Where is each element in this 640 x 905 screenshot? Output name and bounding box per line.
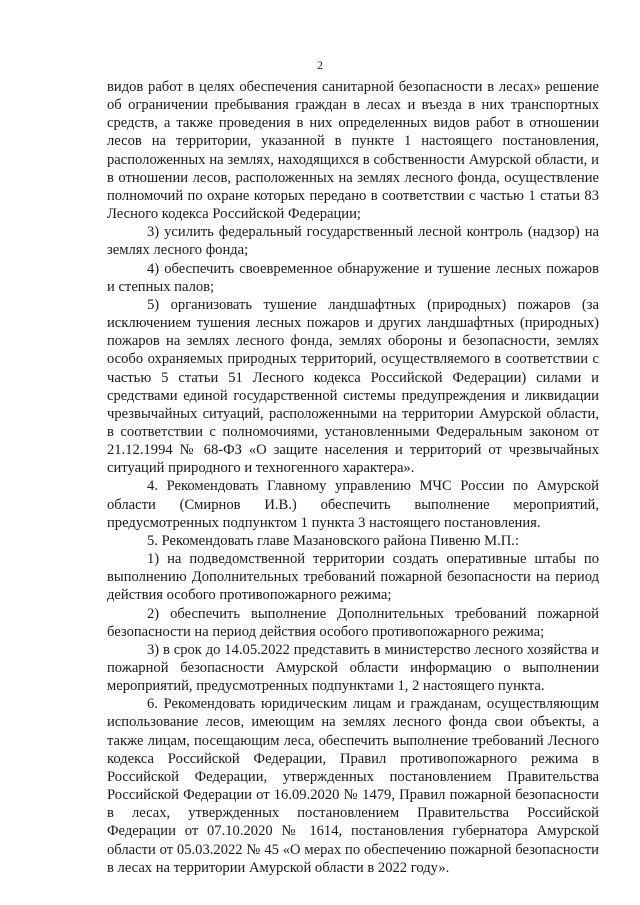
document-body xyxy=(107,78,599,877)
page-number: 2 xyxy=(317,58,323,72)
paragraph-subitem-3-report-deadline: 3) в срок до 14.05.2022 представить в министерство лесного хозяйства и пожарной безопасности Амурской области информацию о выполнении мероприятий, предусмотренных подпунктами 1, 2 настоящего пункта. xyxy=(107,641,599,695)
paragraph-point-5-district-head: 5. Рекомендовать главе Мазановского района Пивеню М.П.: xyxy=(147,532,519,549)
paragraph-continuation: видов работ в целях обеспечения санитарной безопасности в лесах» решение об ограничении пребывания граждан в лесах и въезда в них транспортных средств, а также проведения в них определенных видов работ в отношении лесов на территории, указанной в пункте 1 настоящего постановления, расположенных на землях, находящихся в собственности Амурской области, и в отношении лесов, расположенных на землях лесного фонда, осуществление полномочий по охране которых передано в соответствии с частью 1 статьи 83 Лесного кодекса Российской Федерации; xyxy=(107,79,599,223)
paragraph-subitem-2-requirements: 2) обеспечить выполнение Дополнительных требований пожарной безопасности на период действия особого противопожарного режима; xyxy=(107,605,599,640)
paragraph-item-3-forest-control: 3) усилить федеральный государственный лесной контроль (надзор) на землях лесного фонда; xyxy=(107,224,599,259)
paragraph-point-6-legal-entities: 6. Рекомендовать юридическим лицам и гражданам, осуществляющим использование лесов, имеющим на землях лесного фонда свои объекты, а также лицам, посещающим леса, обеспечить выполнение требований Лесного кодекса Российской Федерации, Правил противопожарного режима в Российской Федерации, утвержденных постановлением Правительства Российской Федерации от 16.09.2020 № 1479, Правил пожарной безопасности в лесах, утвержденных постановлением Правительства Российской Федерации от 07.10.2020 № 1614, постановления губернатора Амурской области от 05.03.2022 № 45 «О мерах по обеспечению пожарной безопасности в лесах на территории Амурской области в 2022 году». xyxy=(107,696,599,876)
paragraph-point-4-mchs: 4. Рекомендовать Главному управлению МЧС России по Амурской области (Смирнов И.В.) обеспечить выполнение мероприятий, предусмотренных подпунктом 1 пункта 3 настоящего постановления. xyxy=(107,478,599,531)
paragraph-item-4-fire-detection: 4) обеспечить своевременное обнаружение и тушение лесных пожаров и степных палов; xyxy=(107,260,599,295)
paragraph-subitem-1-headquarters: 1) на подведомственной территории создать оперативные штабы по выполнению Дополнительных требований пожарной безопасности на период действия особого противопожарного режима; xyxy=(107,551,599,604)
paragraph-item-5-landscape-fires: 5) организовать тушение ландшафтных (природных) пожаров (за исключением тушения лесных пожаров и других ландшафтных (природных) пожаров на землях лесного фонда, землях обороны и безопасности, землях особо охраняемых природных территорий, осуществляемого в соответствии с частью 5 статьи 51 Лесного кодекса Российской Федерации) силами и средствами единой государственной системы предупреждения и ликвидации чрезвычайных ситуаций, расположенными на территории Амурской области, в соответствии с полномочиями, установленными Федеральным законом от 21.12.1994 № 68-ФЗ «О защите населения и территорий от чрезвычайных ситуаций природного и техногенного характера». xyxy=(107,296,599,477)
